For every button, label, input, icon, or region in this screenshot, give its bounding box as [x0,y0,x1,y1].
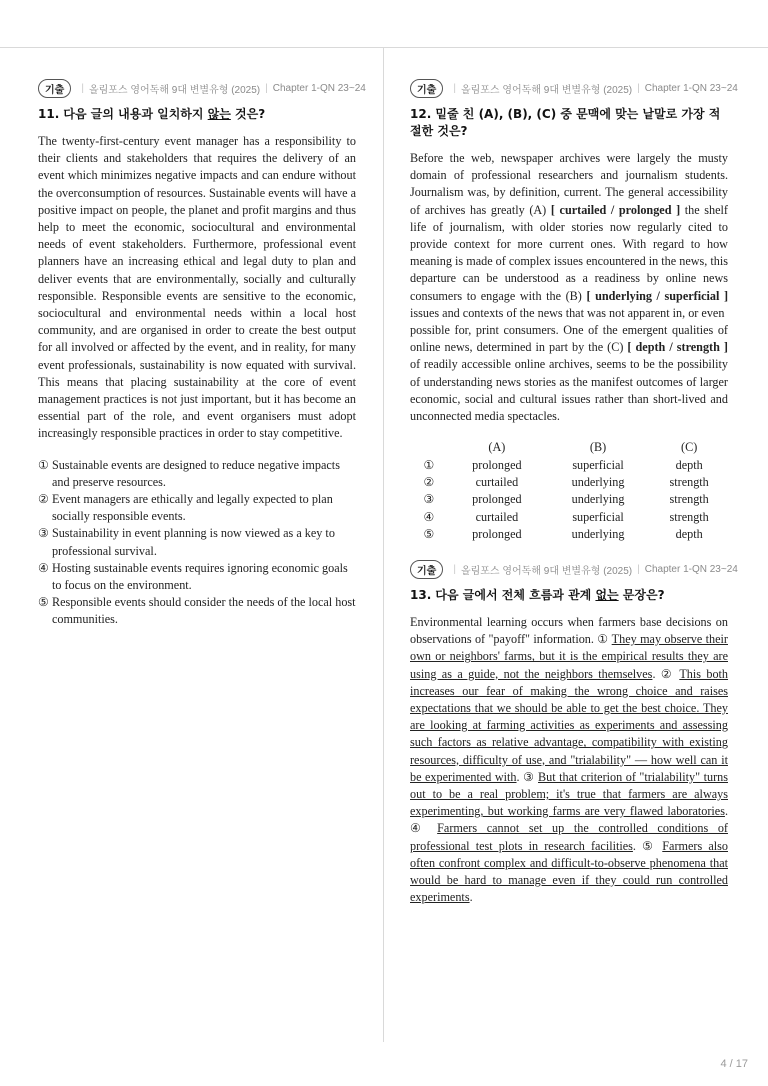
title-underlined: 않는 [207,107,231,121]
sentence-number: ④ [410,821,428,836]
passage-text: issues and contexts of the news that was not apparent in, or even [410,305,725,320]
choice-text: Responsible events should consider the needs of the local host communities. [51,595,356,627]
question-13 [410,559,738,906]
table-header: (C) [681,440,698,455]
table-row[interactable] [410,474,728,491]
table-header-row [410,439,728,456]
passage-text: the shelf life of journalism, with older stories now regularly cited to provide context for more current ones. With regard to how meaning is made of complex issues encountered in the news, this departure can be understood as a readiness by online news consumers to engage with the (B) [410,202,728,303]
question-11-passage: The twenty-first-century event manager has a responsibility to their clients and stakeholders that requires the delivery of an event which minimizes negative impacts and can endure without the overconsumption of resources. Sustainable events will have a positive impact on people, the planet and profit margins and thus help to meet the economic, sociocultural and environmental needs of event stakeholders. Furthermore, professional event planners have an increasing ethical and legal duty to plan and deliver events that are environmentally, socially and culturally responsible. Responsible events are sensitive to the economic, sociocultural and environmental needs within a local host community, and are organised in order to create the best output for all involved or affected by the event, and in reality, for many event professionals, sustainability is now equated with survival. This means that placing sustainability at the core of event management practices is not just important, but it has become an essential part of the role, and event organisers must adopt increasingly responsible practices in order to stay competitive. [38,134,356,441]
title-text: 문장은? [618,588,665,603]
choice-2[interactable] [38,491,356,525]
separator: | [637,563,640,575]
passage-text: possible for, print consumers. One of the emergent qualities of online news, determined in part by the (C) [410,323,728,355]
table-cell: ③ [423,492,435,507]
choice-3[interactable] [38,525,356,559]
table-cell: strength [669,474,709,489]
badge: 기출 [410,560,443,579]
source-tag [410,559,738,579]
bracket-c: [ depth / strength ] [627,340,728,355]
table-cell: underlying [571,492,625,507]
column-divider [383,48,384,1042]
source-text: 올림포스 영어독해 9대 변별유형 (2025) [88,84,261,96]
left-column [38,78,366,629]
bracket-b: [ underlying / superficial ] [586,288,729,303]
question-13-passage: Environmental learning occurs when farmers base decisions on observations of "payoff" information. ① They may observe their own or neighbors' farms, but it is the empirical results they are using as a guide, not the neighbors themselves. ② This both increases our fear of making the wrong choice and raises expectations that we should be able to get the best choice. They are looking at farming activities as experiments and assessing such factors as relative advantage, compatibility with existing resources, difficulty of use, and "trialability" — how well can it be experimented with. ③ But that criterion of "trialability" turns out to be a real problem; it's true that farmers are always experimenting, but working farms are very flawed laboratories. ④ Farmers cannot set up the controlled conditions of professional test plots in research facilities. ⑤ Farmers also often confront complex and difficult-to-observe phenomena that would be hard to manage even if they could run controlled experiments. [410,615,729,905]
source-text: 올림포스 영어독해 9대 변별유형 (2025) [460,565,633,577]
choice-text: Event managers are ethically and legally expected to plan socially responsible events. [51,492,333,524]
source-tag [38,78,366,98]
question-13-title [410,587,728,604]
sentence-number: ① [597,632,609,647]
sentence-4[interactable]: Farmers cannot set up the controlled conditions of professional test plots in research facilities [410,821,728,853]
table-row[interactable] [410,508,728,525]
table-cell: underlying [571,526,625,541]
table-cell: underlying [571,474,625,489]
sentence-number: ③ [523,769,535,784]
table-cell: depth [675,526,703,541]
separator: | [265,82,268,94]
question-12-title: 12. 밑줄 친 (A), (B), (C) 중 문맥에 맞는 낱말로 가장 적절한 것은? [410,107,721,138]
choice-number: ③ [38,526,49,541]
sentence-1[interactable]: They may observe their own or neighbors' farms, but it is the empirical results they are using as a guide, not the neighbors themselves [410,632,728,681]
chapter-text: Chapter 1-QN 23~24 [272,82,366,94]
badge: 기출 [410,79,443,98]
right-column [410,78,738,906]
sentence-3[interactable]: But that criterion of "trialability" turns out to be a real problem; it's true that farmers are always experimenting, but working farms are very flawed laboratories [410,769,728,819]
question-12-passage [410,150,728,425]
table-cell: ① [423,457,435,472]
choice-4[interactable] [38,560,356,594]
table-header [410,439,448,456]
question-11-choices [38,457,356,629]
table-cell: prolonged [472,457,522,472]
table-cell: superficial [572,509,624,524]
source-text: 올림포스 영어독해 9대 변별유형 (2025) [460,84,633,96]
choice-5[interactable] [38,594,356,628]
table-row[interactable] [410,491,728,508]
sentence-2[interactable]: This both increases our fear of making the wrong choice and raises expectations that we should be able to get the best choice. They are looking at farming activities as experiments and assessing such factors as relative advantage, compatibility with existing resources, difficulty of use, and "trialability" — how well can it be experimented with [410,666,729,784]
bracket-a: [ curtailed / prolonged ] [550,202,681,217]
choice-text: Sustainable events are designed to reduce negative impacts and preserve resources. [51,457,340,489]
table-cell: curtailed [475,474,519,489]
sentence-number: ② [660,666,675,681]
title-text: 11. 다음 글의 내용과 일치하지 [38,107,208,121]
table-cell: ⑤ [423,526,435,541]
table-cell: ② [423,474,435,489]
table-cell: ④ [423,509,435,524]
title-text: 것은? [230,107,266,121]
question-12-options-table [410,439,728,543]
sentence-5[interactable]: Farmers also often confront complex and difficult-to-observe phenomena that would be hard to manage even if they could run controlled experiments [410,838,728,905]
passage-text: of readily accessible online archives, seems to be the possibility of understanding news stories as the manifest outcomes of larger economic, social and cultural issues rather than short-lived and unconnected media spectacles. [410,357,728,424]
separator: | [453,563,456,575]
table-row[interactable] [410,526,728,543]
table-cell: strength [669,492,709,507]
title-text: 13. 다음 글에서 전체 흐름과 관계 [410,588,596,603]
choice-number: ④ [38,560,49,575]
table-cell: curtailed [475,509,519,524]
choice-number: ② [38,492,49,507]
separator: | [81,82,84,94]
page-number: 4 / 17 [720,1058,748,1070]
table-cell: prolonged [472,526,522,541]
choice-number: ① [38,457,49,472]
question-11-title [38,106,356,123]
table-row[interactable] [410,457,728,474]
passage-text: Before the web, newspaper archives were largely the musty domain of professional researchers and journalism students. Journalism was, by definition, current. The general accessibility of archives has greatly (A) [410,151,728,217]
passage-text: Environmental learning occurs when farmers base decisions on observations of "payoff" information. [410,615,728,647]
table-cell: depth [675,457,703,472]
choice-1[interactable] [38,457,356,491]
table-cell: strength [669,509,709,524]
choice-text: Hosting sustainable events requires ignoring economic goals to focus on the environment. [51,560,348,593]
table-header: (A) [488,440,506,455]
source-tag [410,78,738,98]
separator: | [453,82,456,94]
sentence-number: ⑤ [642,838,657,853]
chapter-text: Chapter 1-QN 23~24 [644,563,738,575]
chapter-text: Chapter 1-QN 23~24 [644,82,738,94]
table-cell: prolonged [472,492,522,507]
choice-text: Sustainability in event planning is now viewed as a key to professional survival. [51,526,335,558]
table-header: (B) [589,440,607,455]
badge: 기출 [38,79,71,98]
separator: | [637,82,640,94]
title-underlined: 없는 [595,588,619,603]
choice-number: ⑤ [38,595,49,610]
table-cell: superficial [572,457,624,472]
header-divider [0,47,768,48]
